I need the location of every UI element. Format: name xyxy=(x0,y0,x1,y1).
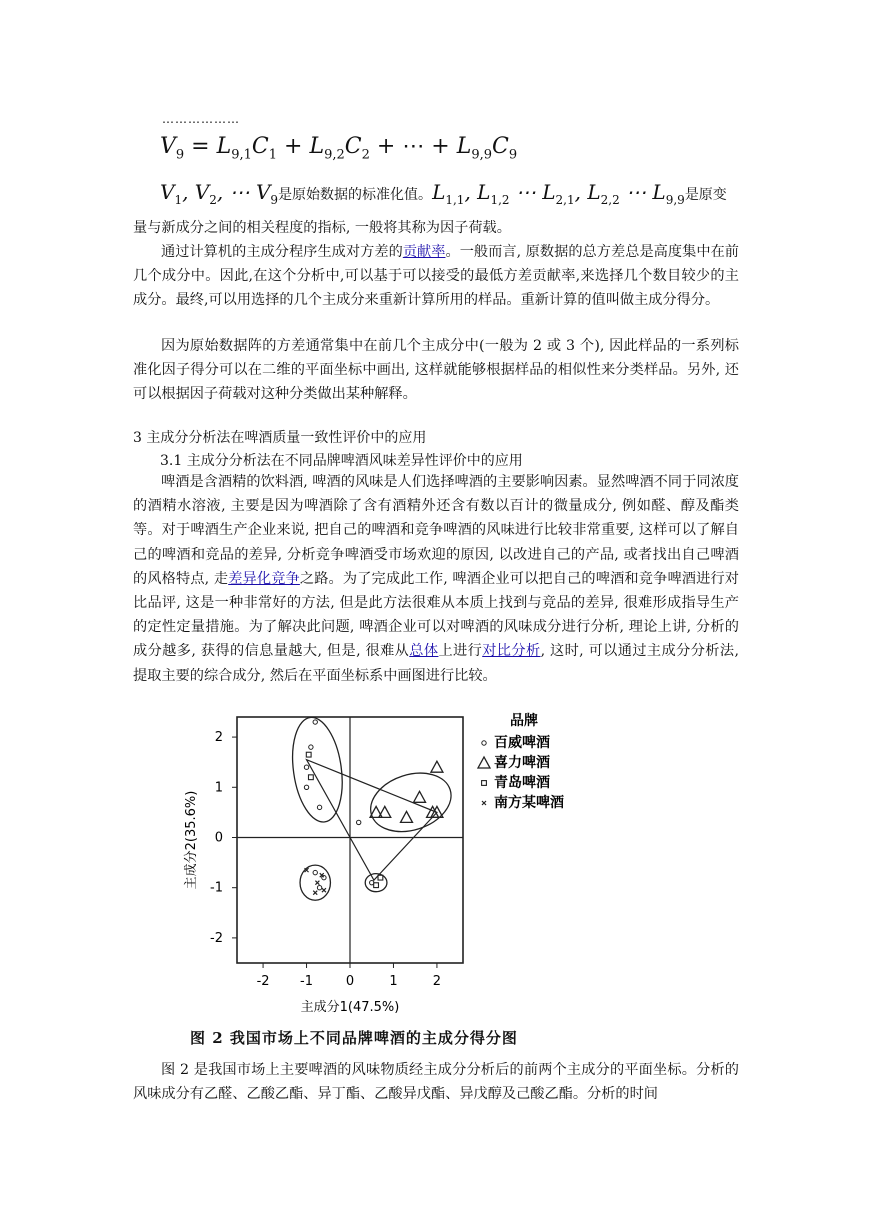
link-comparative-analysis[interactable]: 对比分析 xyxy=(482,643,541,660)
point-triangle xyxy=(414,791,426,802)
point-triangle xyxy=(401,811,413,822)
para3-text-1: 啤酒是含酒精的饮料酒, 啤酒的风味是人们选择啤酒的主要影响因素。显然啤酒不同于同浓度的酒精水溶液, 主要是因为啤酒除了含有酒精外还含有数以百计的微量成分, 例如醛、醇及酯类等。对于啤酒生产企业来说, 把自己的啤酒和竞争啤酒的风味进行比较非常重要, 这样可以了解自己的啤酒和竞品的差异, 分析竞争啤酒受市场欢迎的原因, 以改进自己的产品, 或者找出自己啤酒的风格特点, 走 xyxy=(133,474,739,587)
y-axis-label: 主成分2(35.6%) xyxy=(184,790,199,890)
point-circle xyxy=(356,820,360,824)
para1-text-1: 通过计算机的主成分程序生成对方差的 xyxy=(161,244,403,260)
x-tick-label: -2 xyxy=(256,974,270,989)
point-circle xyxy=(309,745,313,749)
point-circle xyxy=(313,870,317,874)
paragraph-contribution-rate xyxy=(133,240,739,313)
point-cross xyxy=(313,891,317,895)
x-tick-label: 2 xyxy=(432,974,442,989)
variables-line: $V_1$, $V_2$, ⋯ $V_9$是原始数据的标准化值。$L_{1,1}$, $L_{1,2}$ ⋯ $L_{2,1}$, $L_{2,2}$ ⋯ $L_{9,9}$是原变 xyxy=(160,180,727,207)
variables-desc-1: 是原始数据的标准化值。 xyxy=(278,187,433,203)
y-tick-label: 2 xyxy=(214,730,223,746)
point-triangle xyxy=(478,757,490,768)
point-circle xyxy=(482,741,486,745)
legend-entry: 喜力啤酒 xyxy=(494,755,550,771)
x-tick-label: 1 xyxy=(389,974,398,989)
point-square xyxy=(308,775,313,780)
point-circle xyxy=(317,885,321,889)
paragraph-factor-scores: 因为原始数据阵的方差通常集中在前几个主成分中(一般为 2 或 3 个), 因此样品的一系列标准化因子得分可以在二维的平面坐标中画出, 这样就能够根据样品的相似性来分类样品。另外, 还可以根据因子荷载对这种分类做出某种解释。 xyxy=(133,338,739,403)
y-tick-label: 0 xyxy=(214,830,223,846)
section-heading-3-1: 3.1 主成分分析法在不同品牌啤酒风味差异性评价中的应用 xyxy=(160,453,523,469)
equation-v9: $V_9 = L_{9,1}C_1 + L_{9,2}C_2$ + ⋯ + $L_{9,9}C_9$ xyxy=(160,134,518,163)
plot-frame xyxy=(237,717,463,963)
para3-text-4: , 这时, 可以通过主成分分析法, 提取主要的综合成分, 然后在平面坐标系中画图进行比较。 xyxy=(133,643,739,684)
para3-text-3: 上进行 xyxy=(438,643,483,660)
point-square xyxy=(378,875,383,880)
point-triangle xyxy=(431,761,443,772)
legend-entry: 百威啤酒 xyxy=(494,735,550,751)
point-cross xyxy=(482,801,486,805)
point-circle xyxy=(317,805,321,809)
link-overall[interactable]: 总体 xyxy=(409,643,439,660)
ellipsis: ……………… xyxy=(162,112,240,126)
point-cross xyxy=(315,881,319,885)
legend-title: 品牌 xyxy=(510,713,538,729)
link-contribution-rate[interactable]: 贡献率 xyxy=(402,244,446,260)
legend-entry: 青岛啤酒 xyxy=(494,775,550,791)
point-cross xyxy=(322,888,326,892)
section-heading-3: 3 主成分分析法在啤酒质量一致性评价中的应用 xyxy=(133,430,427,446)
x-tick-label: 0 xyxy=(345,974,355,989)
point-circle xyxy=(304,765,308,769)
x-axis-label: 主成分1(47.5%) xyxy=(300,1000,400,1015)
legend xyxy=(478,712,564,811)
link-differentiation-competition[interactable]: 差异化竞争 xyxy=(228,570,300,587)
y-tick-label: -1 xyxy=(210,880,223,896)
paragraph-beer-flavor xyxy=(133,470,739,688)
cluster-triangle xyxy=(307,760,437,880)
y-tick-label: 1 xyxy=(214,780,223,796)
para1-text-2: 。一般而言, 原数据的总方差总是高度集中在前几个成分中。因此,在这个分析中,可以基于可以接受的最低方差贡献率,来选择几个数目较少的主成分。最终,可以用选择的几个主成分来重新计算所用的样品。重新计算的值叫做主成分得分。 xyxy=(133,244,739,309)
pca-score-chart xyxy=(0,705,869,1045)
point-square xyxy=(374,883,379,888)
variables-desc-2: 是原变 xyxy=(684,187,727,203)
legend-entry: 南方某啤酒 xyxy=(494,795,564,811)
point-circle xyxy=(304,785,308,789)
paragraph-figure-description: 图 2 是我国市场上主要啤酒的风味物质经主成分分析后的前两个主成分的平面坐标。分析的风味成分有乙醛、乙酸乙酯、异丁酯、乙酸异戊酯、异戊醇及己酸乙酯。分析的时间 xyxy=(133,1062,739,1103)
x-tick-label: -1 xyxy=(300,974,314,989)
point-square xyxy=(306,752,311,757)
point-circle xyxy=(313,720,317,724)
y-tick-label: -2 xyxy=(210,930,223,946)
axis-ticks xyxy=(210,730,441,989)
figure-caption: 图 2 我国市场上不同品牌啤酒的主成分得分图 xyxy=(190,1029,518,1047)
para3-text-2: 之路。为了完成此工作, 啤酒企业可以把自己的啤酒和竞争啤酒进行对比品评, 这是一种非常好的方法, 但是此方法很难从本质上找到与竞品的差异, 很难形成指导生产的定性定量措施。为了解决此问题, 啤酒企业可以对啤酒的风味成分进行分析, 理论上讲, 分析的成分越多, 获得的信息量越大, 但是, 很难从 xyxy=(133,570,739,660)
point-square xyxy=(482,781,487,786)
variables-continuation: 量与新成分之间的相关程度的指标, 一般将其称为因子荷载。 xyxy=(133,220,511,236)
